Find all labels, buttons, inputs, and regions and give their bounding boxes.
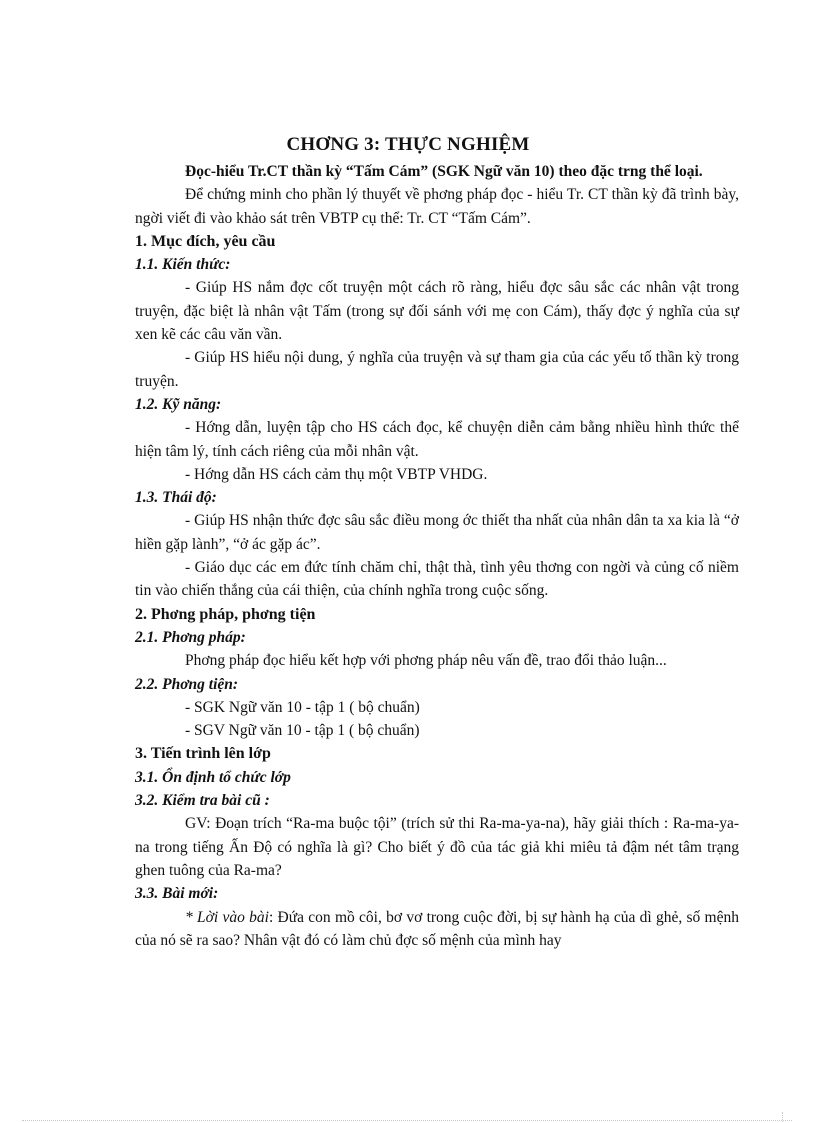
section-1-2-para-2: - Hớng dẫn HS cách cảm thụ một VBTP VHDG.	[185, 465, 488, 483]
section-3-3-heading: 3.3. Bài mới:	[135, 885, 219, 903]
section-3-3-para-1	[135, 906, 739, 953]
section-3-2-para-1: GV: Đoạn trích “Ra-ma buộc tội” (trích sử thi Ra-ma-ya-na), hãy giải thích : Ra-ma-ya-na trong tiếng Ấn Độ có nghĩa là gì? Cho biết ý đồ của tác giả khi miêu tả đậm nét tâm trạng ghen tuông của Ra-ma?	[135, 815, 739, 879]
section-3-1-heading: 3.1. Ổn định tổ chức lớp	[135, 768, 291, 786]
section-1-3-para-2: - Giáo dục các em đức tính chăm chỉ, thật thà, tình yêu thơng con ngời và củng cố niềm tin vào chiến thắng của cái thiện, của chính nghĩa trong cuộc sống.	[135, 559, 739, 600]
section-1-3-heading: 1.3. Thái độ:	[135, 489, 217, 507]
section-2-2-heading: 2.2. Phơng tiện:	[135, 675, 239, 693]
section-2-heading: 2. Phơng pháp, phơng tiện	[135, 605, 316, 623]
page-corner-mark	[782, 1112, 783, 1122]
section-2-2-para-2: - SGV Ngữ văn 10 - tập 1 ( bộ chuẩn)	[185, 722, 420, 740]
section-2-1-heading: 2.1. Phơng pháp:	[135, 628, 246, 646]
section-1-2-para-1: - Hớng dẫn, luyện tập cho HS cách đọc, kể chuyện diễn cảm bằng nhiều hình thức thể hiện tâm lý, tính cách riêng của mỗi nhân vật.	[135, 419, 739, 460]
section-3-2-heading: 3.2. Kiểm tra bài cũ :	[135, 792, 270, 810]
section-2-2-para-1: - SGK Ngữ văn 10 - tập 1 ( bộ chuẩn)	[185, 698, 420, 716]
body-content	[135, 160, 739, 952]
lead-in-label: * Lời vào bài	[185, 908, 269, 926]
chapter-title: CHƠNG 3: THỰC NGHIỆM	[286, 134, 530, 155]
section-3-heading: 3. Tiến trình lên lớp	[135, 745, 271, 763]
lead-in-text: : Đứa con mồ côi, bơ vơ trong cuộc đời, bị sự hành hạ của dì ghẻ, số mệnh của nó sẽ ra sao? Nhân vật đó có làm chủ đợc số mệnh của mình hay	[135, 908, 739, 949]
section-1-heading: 1. Mục đích, yêu cầu	[135, 232, 276, 250]
lesson-subtitle: Đọc-hiểu Tr.CT thần kỳ “Tấm Cám” (SGK Ngữ văn 10) theo đặc trng thể loại.	[185, 163, 703, 180]
page-bottom-rule	[22, 1120, 792, 1121]
section-2-1-para-1: Phơng pháp đọc hiểu kết hợp với phơng pháp nêu vấn đề, trao đổi thảo luận...	[185, 652, 667, 670]
section-1-3-para-1: - Giúp HS nhận thức đợc sâu sắc điều mong ớc thiết tha nhất của nhân dân ta xa kia là “ở hiền gặp lành”, “ở ác gặp ác”.	[135, 512, 739, 553]
section-1-1-heading: 1.1. Kiến thức:	[135, 256, 231, 274]
section-1-1-para-1: - Giúp HS nắm đợc cốt truyện một cách rõ ràng, hiểu đợc sâu sắc các nhân vật trong truyện, đặc biệt là nhân vật Tấm (trong sự đối sánh với mẹ con Cám), thấy đợc ý nghĩa của sự xen kẽ các câu văn vần.	[135, 279, 739, 344]
section-1-1-para-2: - Giúp HS hiểu nội dung, ý nghĩa của truyện và sự tham gia của các yếu tố thần kỳ trong truyện.	[135, 349, 739, 390]
section-1-2-heading: 1.2. Kỹ năng:	[135, 395, 222, 413]
intro-paragraph: Để chứng minh cho phần lý thuyết về phơng pháp đọc - hiểu Tr. CT thần kỳ đã trình bày, ngời viết đi vào khảo sát trên VBTP cụ thể: Tr. CT “Tấm Cám”.	[135, 186, 739, 227]
